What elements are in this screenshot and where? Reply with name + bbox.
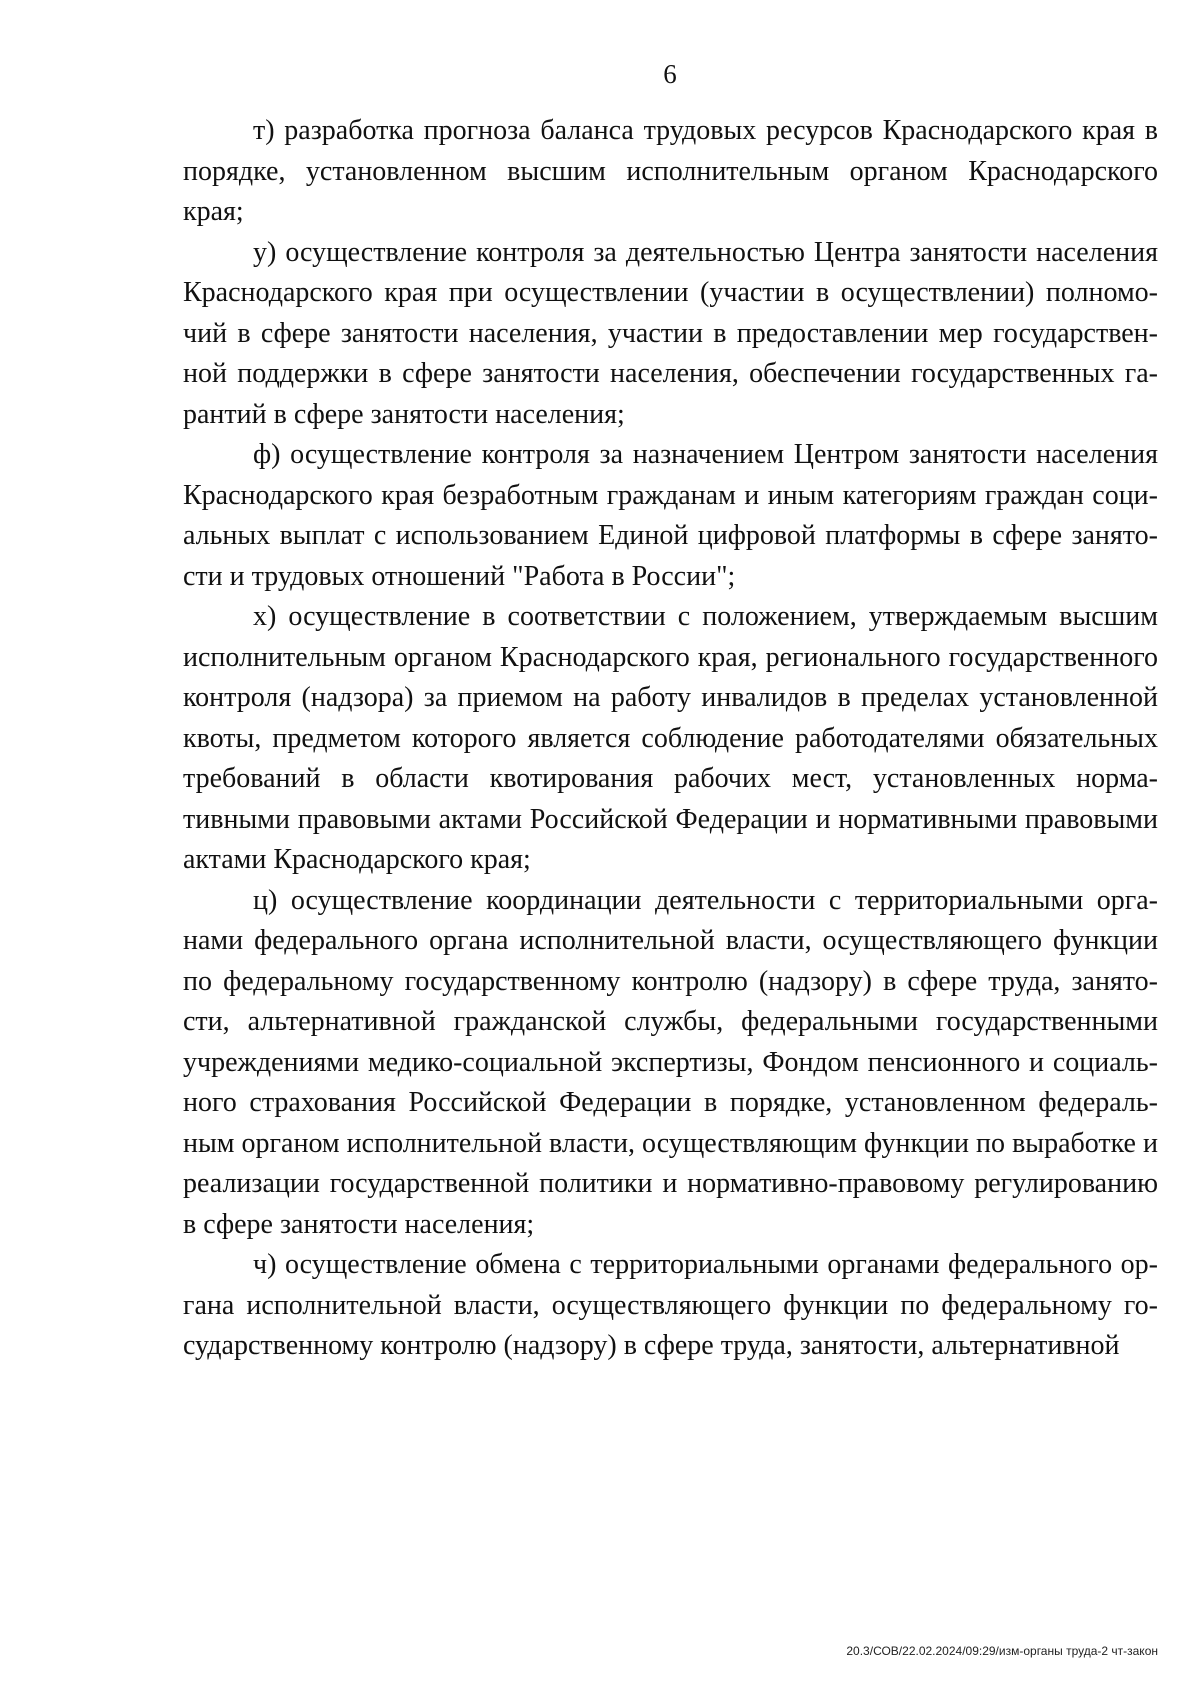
- paragraph-t: т) разработка прогноза баланса трудовых ресурсов Краснодарского края в порядке, установленном высшим исполнительным органом Краснодарского края;: [183, 115, 1158, 227]
- document-code-footer: 20.3/СОВ/22.02.2024/09:29/изм-органы труда-2 чт-закон: [846, 1644, 1158, 1658]
- paragraph-kh: х) осуществление в соответствии с положением, утверждаемым высшим исполнительным органом Краснодарского края, регионального государственного контроля (надзора) за приемом на работу инвалидов в пределах установленной квоты, предметом которого является соблюдение работодателями обязательных требований в области квотирования рабочих мест, установленных нормативными правовыми актами Российской Федерации и нормативными правовыми актами Краснодарского края;: [183, 601, 1158, 875]
- paragraph-ch: ч) осуществление обмена с территориальными органами федерального органа исполнительной власти, осуществляющего функции по федеральному государственному контролю (надзору) в сфере труда, занятости, альтернативной: [183, 1249, 1158, 1361]
- paragraph-u: у) осуществление контроля за деятельностью Центра занятости населения Краснодарского края при осуществлении (участии в осуществлении) полномочий в сфере занятости населения, участии в предоставлении мер государственной поддержки в сфере занятости населения, обеспечении государственных гарантий в сфере занятости населения;: [183, 236, 1158, 430]
- paragraph-ts: ц) осуществление координации деятельности с территориальными органами федерального органа исполнительной власти, осуществляющего функции по федеральному государственному контролю (надзору) в сфере труда, занятости, альтернативной гражданской службы, федеральными государственными учреждениями медико-социальной экспертизы, Фондом пенсионного и социального страхования Российской Федерации в порядке, установленном федеральным органом исполнительной власти, осуществляющим функции по выработке и реализации государственной политики и нормативно-правовому регулированию в сфере занятости населения;: [183, 884, 1158, 1240]
- body-text: [183, 111, 1158, 1367]
- page-number: 6: [663, 59, 677, 89]
- paragraph-f: ф) осуществление контроля за назначением Центром занятости населения Краснодарского края безработным гражданам и иным категориям граждан социальных выплат с использованием Единой цифровой платформы в сфере занятости и трудовых отношений "Работа в России";: [183, 439, 1158, 592]
